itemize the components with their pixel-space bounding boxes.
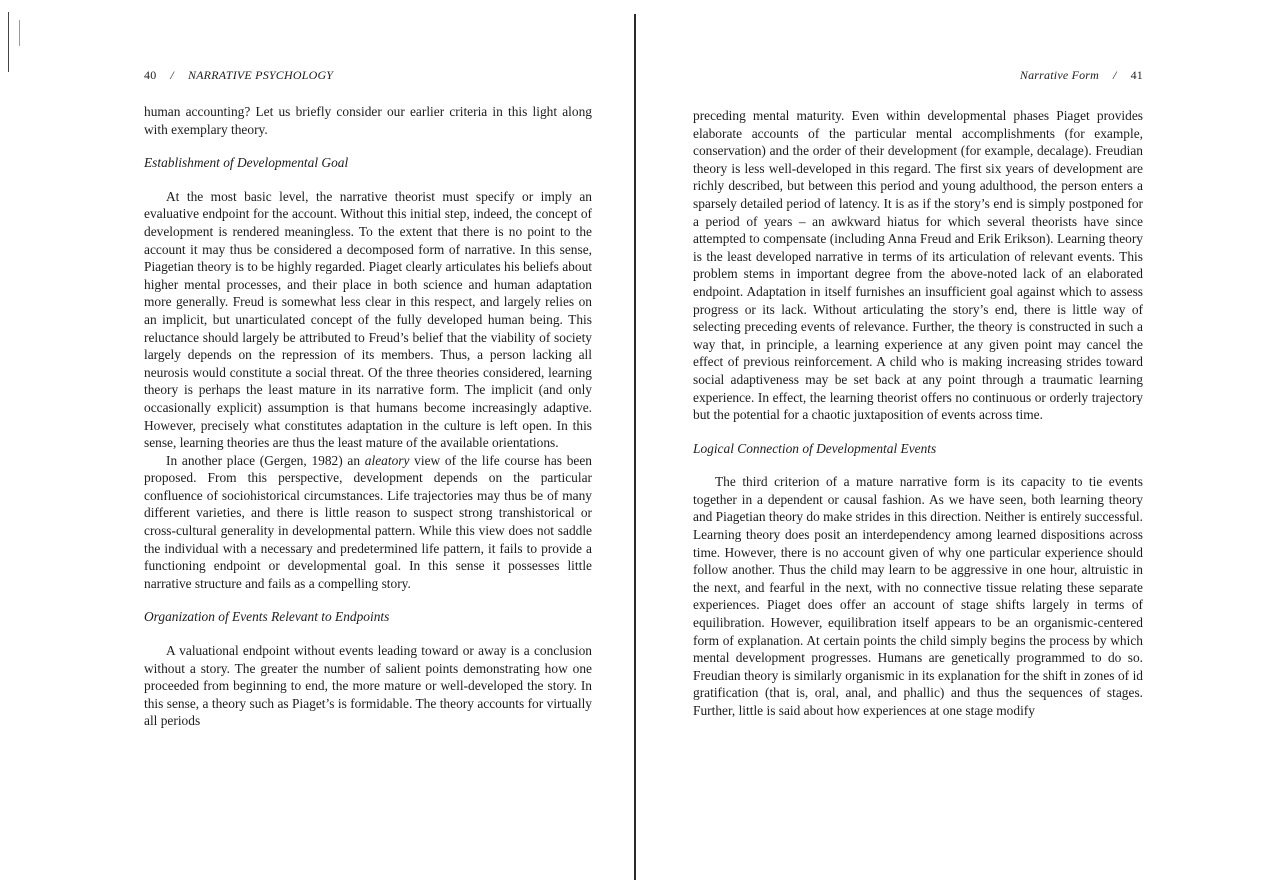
left-page-header xyxy=(144,68,333,83)
scan-edge-mark xyxy=(8,12,9,72)
emphasized-term: aleatory xyxy=(364,452,410,468)
paragraph-text: In another place (Gergen, 1982) an xyxy=(166,452,365,468)
body-paragraph: The third criterion of a mature narrative form is its capacity to tie events together in a dependent or causal fashion. As we have seen, both learning theory and Piagetian theory do make strides in this direction. Neither is entirely successful. Learning theory does posit an interdependency among learned dispositions across time. However, there is no account given of why one particular experience should follow another. Thus the child may learn to be aggressive in one hour, altruistic in the next, and fearful in the next, with no connective tissue relating these separate experiences. Piaget does offer an account of stage shifts largely in terms of equilibration. However, equilibration itself appears to be an organismic-centered form of explanation. At certain points the child simply begins the process by which mental development progresses. Humans are genetically programmed to do so. Freudian theory is similarly organismic in its explanation for the shift in zones of id gratification (that is, oral, anal, and phallic) and thus the sequences of stages. Further, little is said about how experiences at one stage modify xyxy=(693,474,1143,718)
section-heading: Establishment of Developmental Goal xyxy=(144,155,349,171)
scan-edge-mark xyxy=(19,20,20,46)
section-heading: Organization of Events Relevant to Endpoints xyxy=(144,609,390,625)
page-number: 41 xyxy=(1130,68,1143,82)
book-gutter xyxy=(634,14,636,880)
paragraph-text: view of the life course has been proposed. From this perspective, development depends on the particular confluence of sociohistorical circumstances. Life trajectories may thus be of many different varieties, and there is little reason to suspect strong transhistorical or cross-cultural generality in developmental pattern. While this view does not saddle the individual with a necessary and predetermined life pattern, it fails to provide a functioning endpoint or developmental goal. In this sense it possesses little narrative structure and fails as a compelling story. xyxy=(144,452,592,591)
body-paragraph xyxy=(144,452,592,593)
left-page-body xyxy=(144,103,592,730)
header-separator: / xyxy=(1113,68,1117,82)
intro-paragraph: human accounting? Let us briefly consider our earlier criteria in this light along with exemplary theory. xyxy=(144,104,592,137)
body-paragraph: At the most basic level, the narrative theorist must specify or imply an evaluative endpoint for the account. Without this initial step, indeed, the concept of development is rendered meaningless. To the extent that there is no point to the account it may thus be considered a decomposed form of narrative. In this sense, Piagetian theory is to be highly regarded. Piaget clearly articulates his beliefs about higher mental processes, and their place in both science and human adaptation more generally. Freud is somewhat less clear in this respect, and largely relies on an implicit, but unarticulated concept of the fully developed human being. This reluctance should largely be attributed to Freud’s belief that the viability of society largely depends on the repression of its members. Thus, a person lacking all neurosis would constitute a social threat. Of the three theories considered, learning theory is perhaps the least mature in its narrative form. The implicit (and only occasionally explicit) assumption is that humans become increasingly adaptive. However, precisely what constitutes adaptation in the culture is left open. In this sense, learning theories are thus the least mature of the available orientations. xyxy=(144,188,592,451)
section-heading: Logical Connection of Developmental Events xyxy=(693,440,937,456)
body-paragraph: A valuational endpoint without events leading toward or away is a conclusion without a story. The greater the number of salient points demonstrating how one proceeded from beginning to end, the more mature or well-developed the story. In this sense, a theory such as Piaget’s is formidable. The theory accounts for virtually all periods xyxy=(144,643,592,729)
right-page-body xyxy=(693,107,1143,720)
right-page-header xyxy=(1020,68,1143,83)
page-number: 40 xyxy=(144,68,157,82)
running-title: Narrative Form xyxy=(1019,68,1100,82)
running-title: NARRATIVE PSYCHOLOGY xyxy=(187,68,334,82)
header-separator: / xyxy=(170,68,174,82)
continuation-paragraph: preceding mental maturity. Even within developmental phases Piaget provides elaborate accounts of the particular mental accomplishments (for example, conservation) and the order of their development (for example, decalage). Freudian theory is less well-developed in this regard. The first six years of development are richly described, but between this period and young adulthood, the person enters a sparsely detailed period of latency. It is as if the story’s end is simply postponed for a period of years – an awkward hiatus for which several theorists have since attempted to compensate (including Anna Freud and Erik Erikson). Learning theory is the least developed narrative in terms of its articulation of relevant events. This problem stems in important degree from the above-noted lack of an elaborated endpoint. Adaptation in itself furnishes an insufficient goal against which to assess progress or its lack. Without articulating the story’s end, there is little way of selecting preceding events of relevance. Further, the theory is constructed in such a way that, in principle, a learning experience at any given point may cancel the effect of previous reinforcement. A child who is making increasing strides toward social adaptiveness may be set back at any point through a traumatic learning experience. In effect, the learning theorist offers no continuous or orderly trajectory but the potential for a chaotic juxtaposition of events across time. xyxy=(693,108,1143,423)
